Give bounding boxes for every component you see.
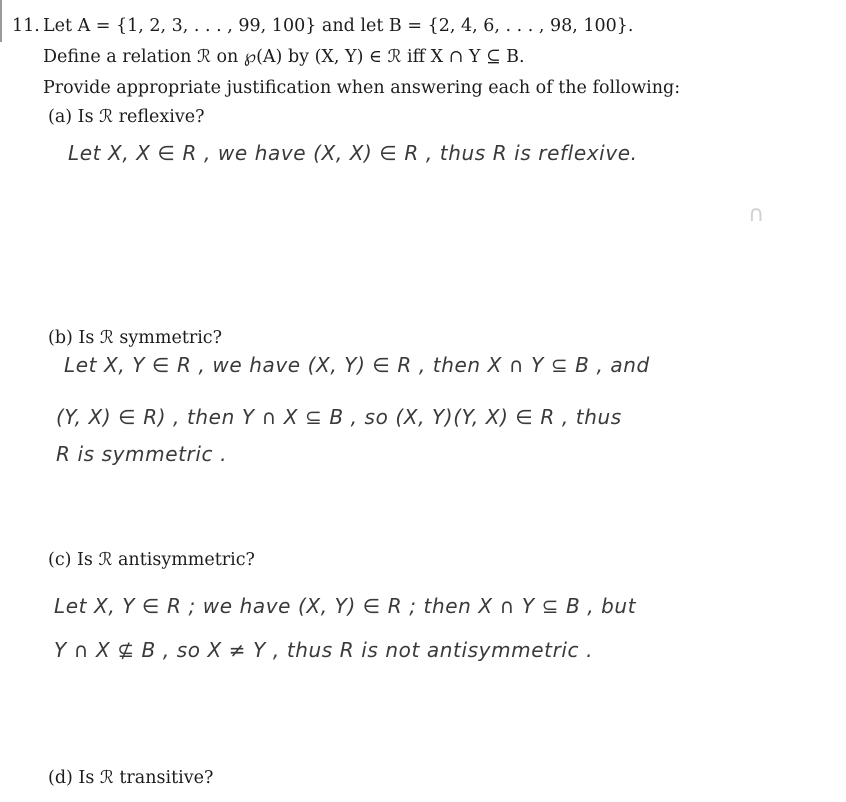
question-c: (c) Is ℛ antisymmetric?	[48, 550, 255, 570]
answer-b-line-2: (Y, X) ∈ R) , then Y ∩ X ⊆ B , so (X, Y)(Y, X) ∈ R , thus	[56, 405, 622, 429]
answer-b-line-1: Let X, Y ∈ R , we have (X, Y) ∈ R , then X ∩ Y ⊆ B , and	[64, 353, 650, 377]
question-d: (d) Is ℛ transitive?	[48, 768, 214, 788]
problem-line-3: Provide appropriate justification when answering each of the following:	[43, 78, 681, 98]
answer-c-line-1: Let X, Y ∈ R ; we have (X, Y) ∈ R ; then X ∩ Y ⊆ B , but	[54, 594, 637, 618]
question-a: (a) Is ℛ reflexive?	[48, 107, 205, 127]
problem-line-2: Define a relation ℛ on ℘(A) by (X, Y) ∈ ℛ iff X ∩ Y ⊆ B.	[43, 47, 525, 67]
problem-number: 11.	[12, 16, 40, 36]
margin-rule	[0, 0, 2, 42]
answer-c-line-2: Y ∩ X ⊈ B , so X ≠ Y , thus R is not antisymmetric .	[54, 638, 594, 662]
question-b: (b) Is ℛ symmetric?	[48, 328, 222, 348]
stray-pencil-mark: ∩	[748, 202, 765, 227]
answer-a-line-1: Let X, X ∈ R , we have (X, X) ∈ R , thus R is reflexive.	[68, 141, 638, 165]
answer-b-line-3: R is symmetric .	[56, 442, 228, 466]
problem-line-1: Let A = {1, 2, 3, . . . , 99, 100} and let B = {2, 4, 6, . . . , 98, 100}.	[43, 16, 634, 36]
